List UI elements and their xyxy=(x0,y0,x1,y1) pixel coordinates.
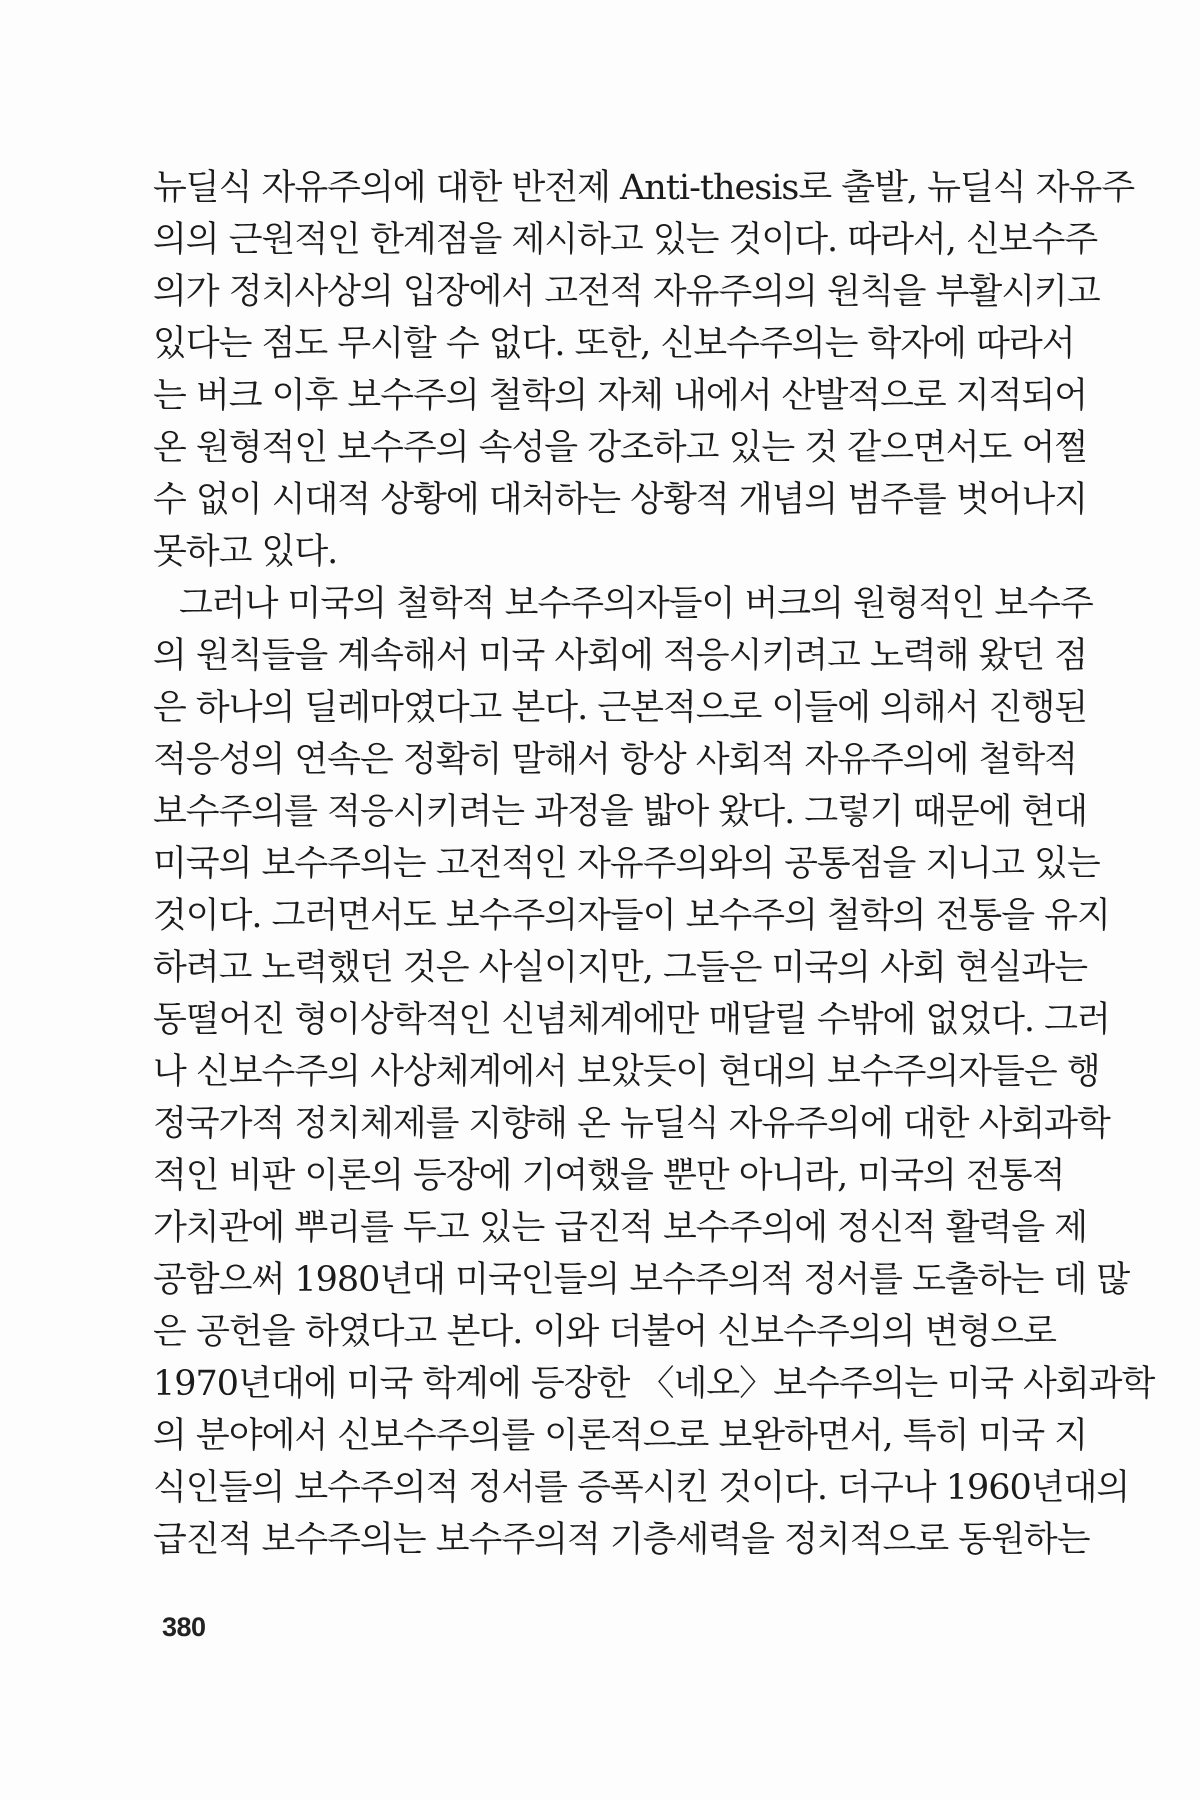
text-line: 급진적 보수주의는 보수주의적 기층세력을 정치적으로 동원하는 xyxy=(153,1520,1090,1560)
text-line: 식인들의 보수주의적 정서를 증폭시킨 것이다. 더구나 1960년대의 xyxy=(153,1468,1130,1508)
text-line: 나 신보수주의 사상체계에서 보았듯이 현대의 보수주의자들은 행 xyxy=(153,1052,1100,1092)
text-line: 공함으써 1980년대 미국인들의 보수주의적 정서를 도출하는 데 많 xyxy=(153,1260,1130,1300)
text-line: 하려고 노력했던 것은 사실이지만, 그들은 미국의 사회 현실과는 xyxy=(153,948,1088,988)
text-line: 의의 근원적인 한계점을 제시하고 있는 것이다. 따라서, 신보수주 xyxy=(153,220,1098,260)
text-line: 못하고 있다. xyxy=(153,532,338,572)
text-line: 의가 정치사상의 입장에서 고전적 자유주의의 원칙을 부활시키고 xyxy=(153,272,1100,312)
paragraph-main xyxy=(153,578,1155,1566)
text-line: 미국의 보수주의는 고전적인 자유주의와의 공통점을 지니고 있는 xyxy=(153,844,1100,884)
text-line: 의 분야에서 신보수주의를 이론적으로 보완하면서, 특히 미국 지 xyxy=(153,1416,1088,1456)
text-line: 적인 비판 이론의 등장에 기여했을 뿐만 아니라, 미국의 전통적 xyxy=(153,1156,1065,1196)
text-line: 수 없이 시대적 상황에 대처하는 상황적 개념의 범주를 벗어나지 xyxy=(153,480,1088,520)
text-line: 은 공헌을 하였다고 본다. 이와 더불어 신보수주의의 변형으로 xyxy=(153,1312,1056,1352)
text-line: 뉴딜식 자유주의에 대한 반전제 Anti-thesis로 출발, 뉴딜식 자유주 xyxy=(153,168,1135,208)
page-number: 380 xyxy=(162,1612,206,1642)
body-text xyxy=(153,162,1155,1566)
text-line: 있다는 점도 무시할 수 없다. 또한, 신보수주의는 학자에 따라서 xyxy=(153,324,1075,364)
text-line: 의 원칙들을 계속해서 미국 사회에 적응시키려고 노력해 왔던 점 xyxy=(153,636,1088,676)
text-line: 동떨어진 형이상학적인 신념체계에만 매달릴 수밖에 없었다. 그러 xyxy=(153,1000,1110,1040)
text-line: 적응성의 연속은 정확히 말해서 항상 사회적 자유주의에 철학적 xyxy=(153,740,1077,780)
paragraph-continuation xyxy=(153,162,1135,578)
text-line: 은 하나의 딜레마였다고 본다. 근본적으로 이들에 의해서 진행된 xyxy=(153,688,1088,728)
text-line: 정국가적 정치체제를 지향해 온 뉴딜식 자유주의에 대한 사회과학 xyxy=(153,1104,1110,1144)
text-line: 보수주의를 적응시키려는 과정을 밟아 왔다. 그렇기 때문에 현대 xyxy=(153,792,1088,832)
text-line: 는 버크 이후 보수주의 철학의 자체 내에서 산발적으로 지적되어 xyxy=(153,376,1088,416)
text-line: 온 원형적인 보수주의 속성을 강조하고 있는 것 같으면서도 어쩔 xyxy=(153,428,1088,468)
text-line: 것이다. 그러면서도 보수주의자들이 보수주의 철학의 전통을 유지 xyxy=(153,896,1110,936)
text-line: 1970년대에 미국 학계에 등장한 〈네오〉보수주의는 미국 사회과학 xyxy=(153,1364,1155,1404)
text-line: 그러나 미국의 철학적 보수주의자들이 버크의 원형적인 보수주 xyxy=(179,584,1093,624)
text-line: 가치관에 뿌리를 두고 있는 급진적 보수주의에 정신적 활력을 제 xyxy=(153,1208,1088,1248)
